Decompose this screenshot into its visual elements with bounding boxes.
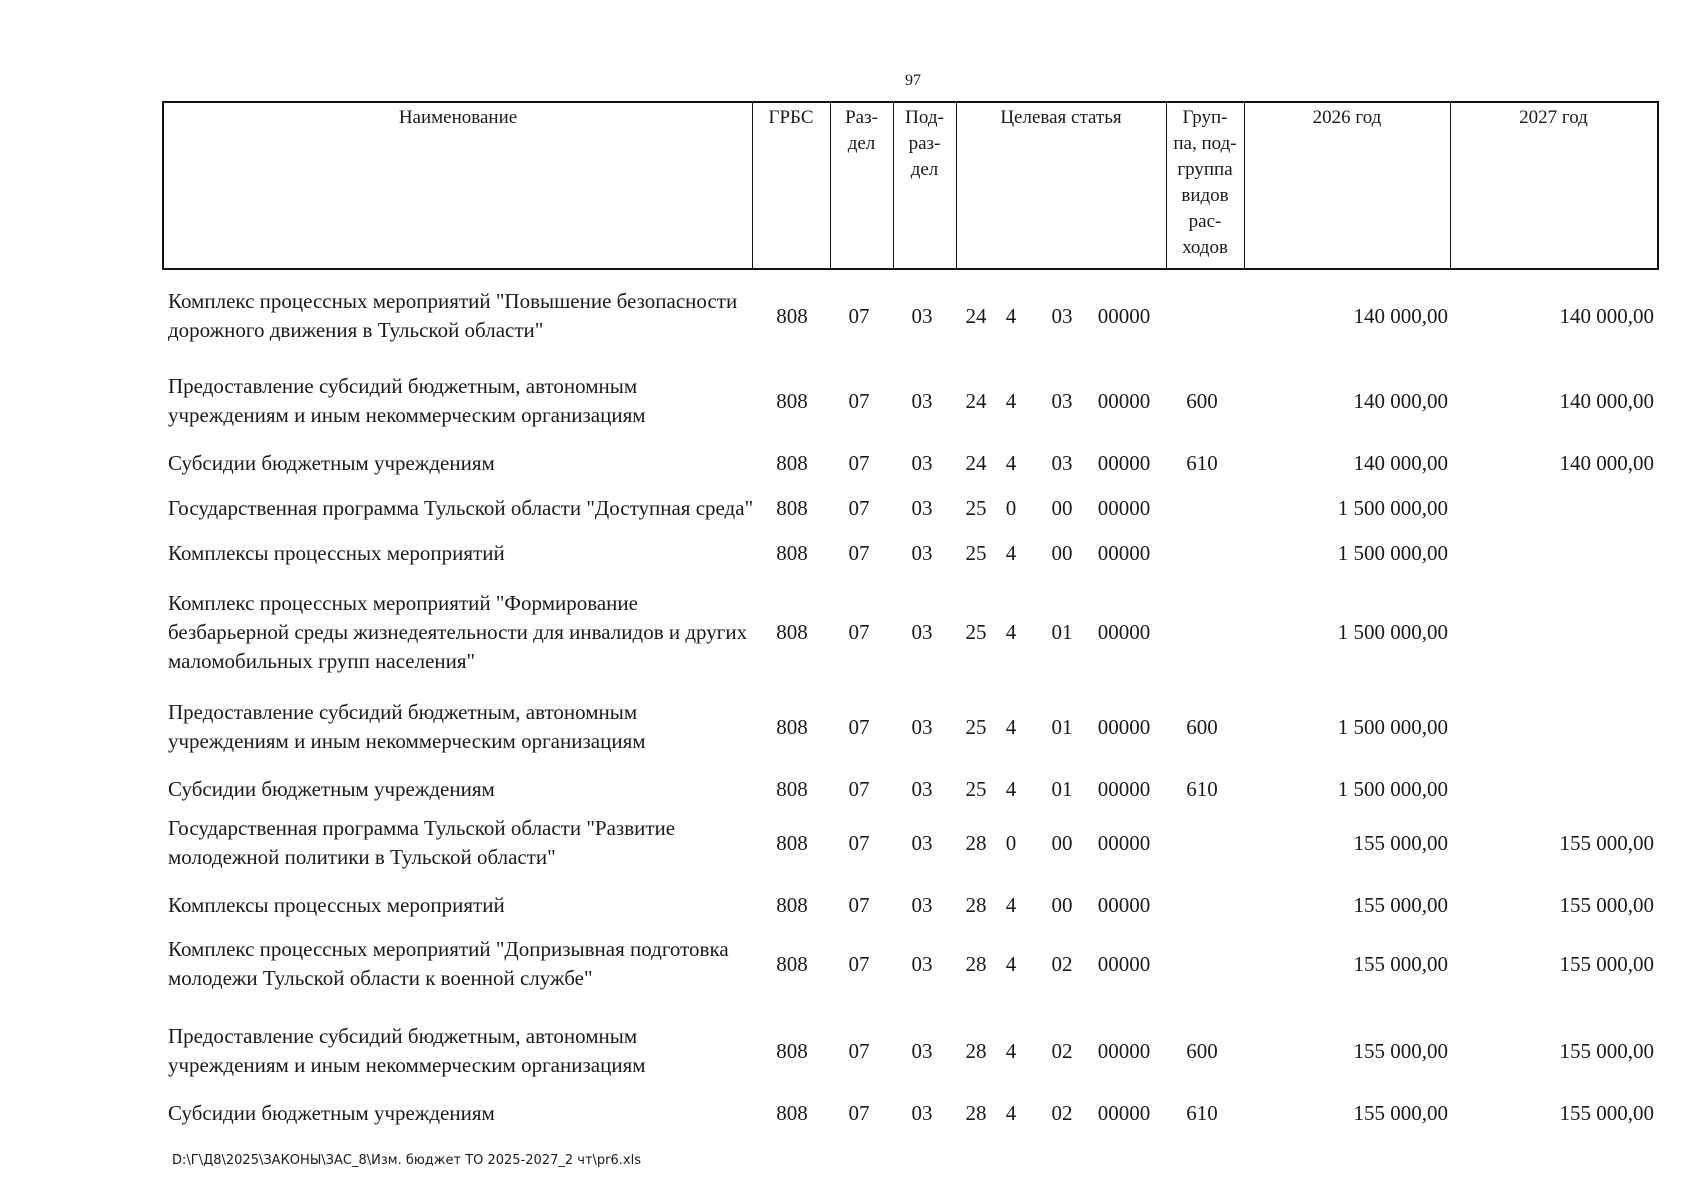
row-vr (1168, 538, 1236, 568)
row-vr (1168, 284, 1236, 348)
row-c1: 28 (965, 1038, 987, 1063)
table-row (0, 580, 1696, 684)
row-c4: 00000 (1097, 388, 1151, 413)
row-grbs: 808 (776, 892, 808, 917)
row-y2026: 155 000,00 (1353, 951, 1448, 976)
row-c2: 4 (1005, 388, 1017, 413)
row-pr: 03 (911, 303, 933, 328)
table-row (0, 774, 1696, 804)
table-row (0, 372, 1696, 430)
row-c2: 0 (1005, 495, 1017, 520)
row-c2: 4 (1005, 776, 1017, 801)
row-c2: 4 (1005, 951, 1017, 976)
header-grbs: ГРБС (768, 107, 814, 128)
row-rz: 07 (848, 714, 870, 739)
row-c2: 0 (1005, 830, 1017, 855)
row-pr: 03 (911, 1100, 933, 1125)
row-grbs: 808 (776, 951, 808, 976)
row-pr: 03 (911, 388, 933, 413)
row-c3: 01 (1051, 619, 1073, 644)
row-name: Предоставление субсидий бюджетным, автономным учреждениям и иным некоммерческим организациям (168, 374, 646, 427)
row-grbs: 808 (776, 450, 808, 475)
row-vr (1168, 890, 1236, 920)
row-c1: 25 (965, 495, 987, 520)
row-vr (1168, 482, 1236, 534)
row-pr: 03 (911, 450, 933, 475)
row-c2: 4 (1005, 714, 1017, 739)
row-vr (1168, 922, 1236, 1006)
row-c1: 28 (965, 830, 987, 855)
row-c2: 4 (1005, 1100, 1017, 1125)
row-vr (1168, 580, 1236, 684)
row-y2026: 155 000,00 (1353, 1100, 1448, 1125)
row-grbs: 808 (776, 1100, 808, 1125)
row-c4: 00000 (1097, 495, 1151, 520)
row-c4: 00000 (1097, 892, 1151, 917)
row-c3: 03 (1051, 450, 1073, 475)
row-name: Комплексы процессных мероприятий (168, 892, 505, 917)
row-rz: 07 (848, 776, 870, 801)
row-pr: 03 (911, 892, 933, 917)
row-grbs: 808 (776, 1038, 808, 1063)
row-y2026: 155 000,00 (1353, 892, 1448, 917)
header-name: Наименование (398, 107, 518, 128)
row-y2027: 155 000,00 (1559, 1100, 1654, 1125)
row-pr: 03 (911, 951, 933, 976)
row-c1: 24 (965, 303, 987, 328)
header-tselevaya: Целевая статья (1000, 107, 1122, 128)
row-y2026: 155 000,00 (1353, 830, 1448, 855)
row-y2027 (1454, 538, 1654, 568)
row-rz: 07 (848, 495, 870, 520)
header-gruppa: Груп- па, под- группа видов рас- ходов (1173, 107, 1237, 258)
row-grbs: 808 (776, 303, 808, 328)
row-c3: 00 (1051, 830, 1073, 855)
file-path: D:\Г\Д8\2025\ЗАКОНЫ\ЗАС_8\Изм. бюджет ТО 2025-2027_2 чт\pr6.xls (172, 1153, 641, 1168)
row-name: Комплекс процессных мероприятий "Формирование безбарьерной среды жизнедеятельности для инвалидов и других маломобильных групп населения" (168, 590, 748, 673)
row-vr: 600 (1186, 388, 1218, 413)
row-vr: 610 (1186, 776, 1218, 801)
row-name: Предоставление субсидий бюджетным, автономным учреждениям и иным некоммерческим организациям (168, 700, 646, 753)
row-y2026: 1 500 000,00 (1337, 619, 1448, 644)
row-y2027: 140 000,00 (1559, 303, 1654, 328)
row-c2: 4 (1005, 892, 1017, 917)
row-c3: 01 (1051, 714, 1073, 739)
table-row (0, 538, 1696, 568)
row-c4: 00000 (1097, 303, 1151, 328)
row-c3: 02 (1051, 1038, 1073, 1063)
row-grbs: 808 (776, 540, 808, 565)
row-pr: 03 (911, 830, 933, 855)
row-rz: 07 (848, 951, 870, 976)
row-name: Предоставление субсидий бюджетным, автономным учреждениям и иным некоммерческим организациям (168, 1024, 646, 1077)
row-rz: 07 (848, 1100, 870, 1125)
row-grbs: 808 (776, 619, 808, 644)
table-row (0, 922, 1696, 1006)
row-c3: 01 (1051, 776, 1073, 801)
row-rz: 07 (848, 303, 870, 328)
row-pr: 03 (911, 776, 933, 801)
row-c1: 28 (965, 1100, 987, 1125)
row-pr: 03 (911, 619, 933, 644)
row-grbs: 808 (776, 776, 808, 801)
row-rz: 07 (848, 892, 870, 917)
row-pr: 03 (911, 714, 933, 739)
row-c4: 00000 (1097, 540, 1151, 565)
row-c4: 00000 (1097, 951, 1151, 976)
row-y2026: 155 000,00 (1353, 1038, 1448, 1063)
table-row (0, 814, 1696, 872)
table-row (0, 1098, 1696, 1128)
row-c4: 00000 (1097, 619, 1151, 644)
row-vr: 610 (1186, 450, 1218, 475)
row-y2027: 140 000,00 (1559, 388, 1654, 413)
row-y2027 (1454, 774, 1654, 804)
header-2026: 2026 год (1312, 107, 1382, 128)
row-c4: 00000 (1097, 1100, 1151, 1125)
table-row (0, 1022, 1696, 1080)
header-podrazdel: Под- раз- дел (905, 107, 944, 180)
header-razdel: Раз- дел (845, 107, 878, 154)
row-name: Государственная программа Тульской области "Развитие молодежной политики в Тульской области" (168, 816, 676, 869)
row-rz: 07 (848, 1038, 870, 1063)
row-pr: 03 (911, 495, 933, 520)
table-row (0, 482, 1696, 534)
row-rz: 07 (848, 619, 870, 644)
row-c2: 4 (1005, 450, 1017, 475)
row-name: Государственная программа Тульской области "Доступная среда" (168, 495, 754, 520)
row-grbs: 808 (776, 830, 808, 855)
row-rz: 07 (848, 830, 870, 855)
row-grbs: 808 (776, 714, 808, 739)
row-name: Субсидии бюджетным учреждениям (168, 1100, 495, 1125)
row-y2027: 140 000,00 (1559, 450, 1654, 475)
row-y2026: 1 500 000,00 (1337, 776, 1448, 801)
page-number: 97 (905, 72, 921, 89)
row-y2026: 140 000,00 (1353, 450, 1448, 475)
row-c3: 02 (1051, 1100, 1073, 1125)
row-c3: 03 (1051, 388, 1073, 413)
row-c2: 4 (1005, 540, 1017, 565)
row-vr: 610 (1186, 1100, 1218, 1125)
table-row (0, 448, 1696, 478)
row-vr (1168, 814, 1236, 872)
row-c1: 25 (965, 619, 987, 644)
header-2027: 2027 год (1519, 107, 1588, 128)
row-y2027: 155 000,00 (1559, 892, 1654, 917)
table-row (0, 284, 1696, 348)
row-c4: 00000 (1097, 1038, 1151, 1063)
row-pr: 03 (911, 540, 933, 565)
row-vr: 600 (1186, 1038, 1218, 1063)
row-y2026: 1 500 000,00 (1337, 495, 1448, 520)
row-rz: 07 (848, 450, 870, 475)
row-name: Комплекс процессных мероприятий "Допризывная подготовка молодежи Тульской области к военной службе" (168, 937, 729, 990)
row-y2027 (1454, 482, 1654, 534)
row-c3: 00 (1051, 495, 1073, 520)
table-row (0, 890, 1696, 920)
row-rz: 07 (848, 540, 870, 565)
row-c2: 4 (1005, 619, 1017, 644)
row-y2027: 155 000,00 (1559, 1038, 1654, 1063)
row-y2026: 140 000,00 (1353, 388, 1448, 413)
row-y2027 (1454, 580, 1654, 684)
row-c1: 24 (965, 388, 987, 413)
row-name: Субсидии бюджетным учреждениям (168, 450, 495, 475)
table-row (0, 698, 1696, 756)
row-vr: 600 (1186, 714, 1218, 739)
row-pr: 03 (911, 1038, 933, 1063)
row-y2027: 155 000,00 (1559, 830, 1654, 855)
row-y2026: 1 500 000,00 (1337, 714, 1448, 739)
row-c4: 00000 (1097, 450, 1151, 475)
row-name: Комплекс процессных мероприятий "Повышение безопасности дорожного движения в Тульской области" (168, 289, 738, 342)
row-c3: 03 (1051, 303, 1073, 328)
row-c1: 25 (965, 776, 987, 801)
row-c1: 25 (965, 540, 987, 565)
row-name: Комплексы процессных мероприятий (168, 540, 505, 565)
table-header (162, 101, 1659, 270)
row-c2: 4 (1005, 1038, 1017, 1063)
row-c1: 24 (965, 450, 987, 475)
row-c1: 25 (965, 714, 987, 739)
row-c3: 02 (1051, 951, 1073, 976)
row-c3: 00 (1051, 892, 1073, 917)
row-c4: 00000 (1097, 714, 1151, 739)
row-y2026: 1 500 000,00 (1337, 540, 1448, 565)
row-name: Субсидии бюджетным учреждениям (168, 776, 495, 801)
row-y2027: 155 000,00 (1559, 951, 1654, 976)
row-grbs: 808 (776, 495, 808, 520)
row-grbs: 808 (776, 388, 808, 413)
row-c1: 28 (965, 951, 987, 976)
row-y2027 (1454, 698, 1654, 756)
row-c4: 00000 (1097, 830, 1151, 855)
row-rz: 07 (848, 388, 870, 413)
row-y2026: 140 000,00 (1353, 303, 1448, 328)
row-c1: 28 (965, 892, 987, 917)
row-c2: 4 (1005, 303, 1017, 328)
row-c4: 00000 (1097, 776, 1151, 801)
row-c3: 00 (1051, 540, 1073, 565)
